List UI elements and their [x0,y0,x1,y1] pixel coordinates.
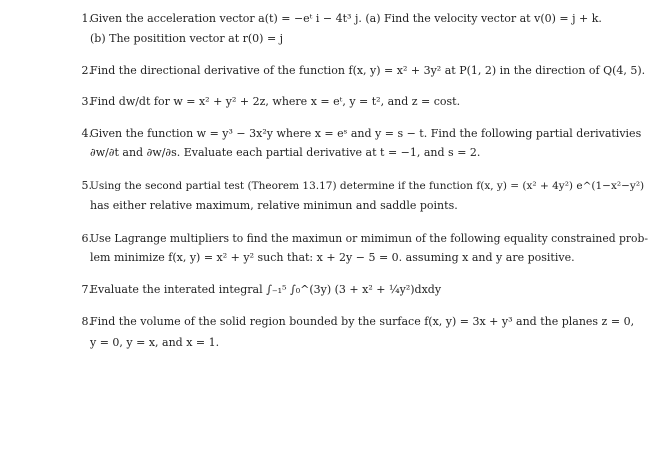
problem-text: Using the second partial test (Theorem 13.17) determine if the function f(x, y) = (x² + 4y²) e^(1−x²−y²) [90,180,645,192]
problem-number: 1. [81,12,92,25]
problem-text: (b) The positition vector at r(0) = j [90,32,284,45]
problem-text: Use Lagrange multipliers to find the maximun or mimimun of the following equality constrained prob- [90,232,648,245]
problem-text: ∂w/∂t and ∂w/∂s. Evaluate each partial derivative at t = −1, and s = 2. [90,146,481,159]
problem-number: 6. [81,232,92,245]
problem-number: 2. [81,64,92,77]
problem-text: Given the function w = y³ − 3x²y where x = eˢ and y = s − t. Find the following partial derivativies [90,127,642,140]
problem-text: lem minimize f(x, y) = x² + y² such that: x + 2y − 5 = 0. assuming x and y are positive. [90,251,575,264]
problem-number: 3. [81,95,92,108]
problem-number: 5. [81,179,92,192]
problem-text: Find the volume of the solid region bounded by the surface f(x, y) = 3x + y³ and the planes z = 0, [90,315,635,328]
problem-text: has either relative maximum, relative minimun and saddle points. [90,199,458,212]
problem-text: Find the directional derivative of the function f(x, y) = x² + 3y² at P(1, 2) in the direction of Q(4, 5). [90,64,646,77]
problem-number: 4. [81,127,92,140]
problem-text: y = 0, y = x, and x = 1. [90,336,220,349]
problem-number: 7. [81,283,92,296]
problem-number: 8. [81,315,92,328]
problem-text: Given the acceleration vector a(t) = −eᵗ i − 4t³ j. (a) Find the velocity vector at v(0) = j + k. [90,12,602,25]
problem-text: Evaluate the interated integral ∫₋₁⁵ ∫₀^(3y) (3 + x² + ¼y²)dxdy [90,283,442,296]
problem-text: Find dw/dt for w = x² + y² + 2z, where x = eᵗ, y = t², and z = cost. [90,95,461,108]
